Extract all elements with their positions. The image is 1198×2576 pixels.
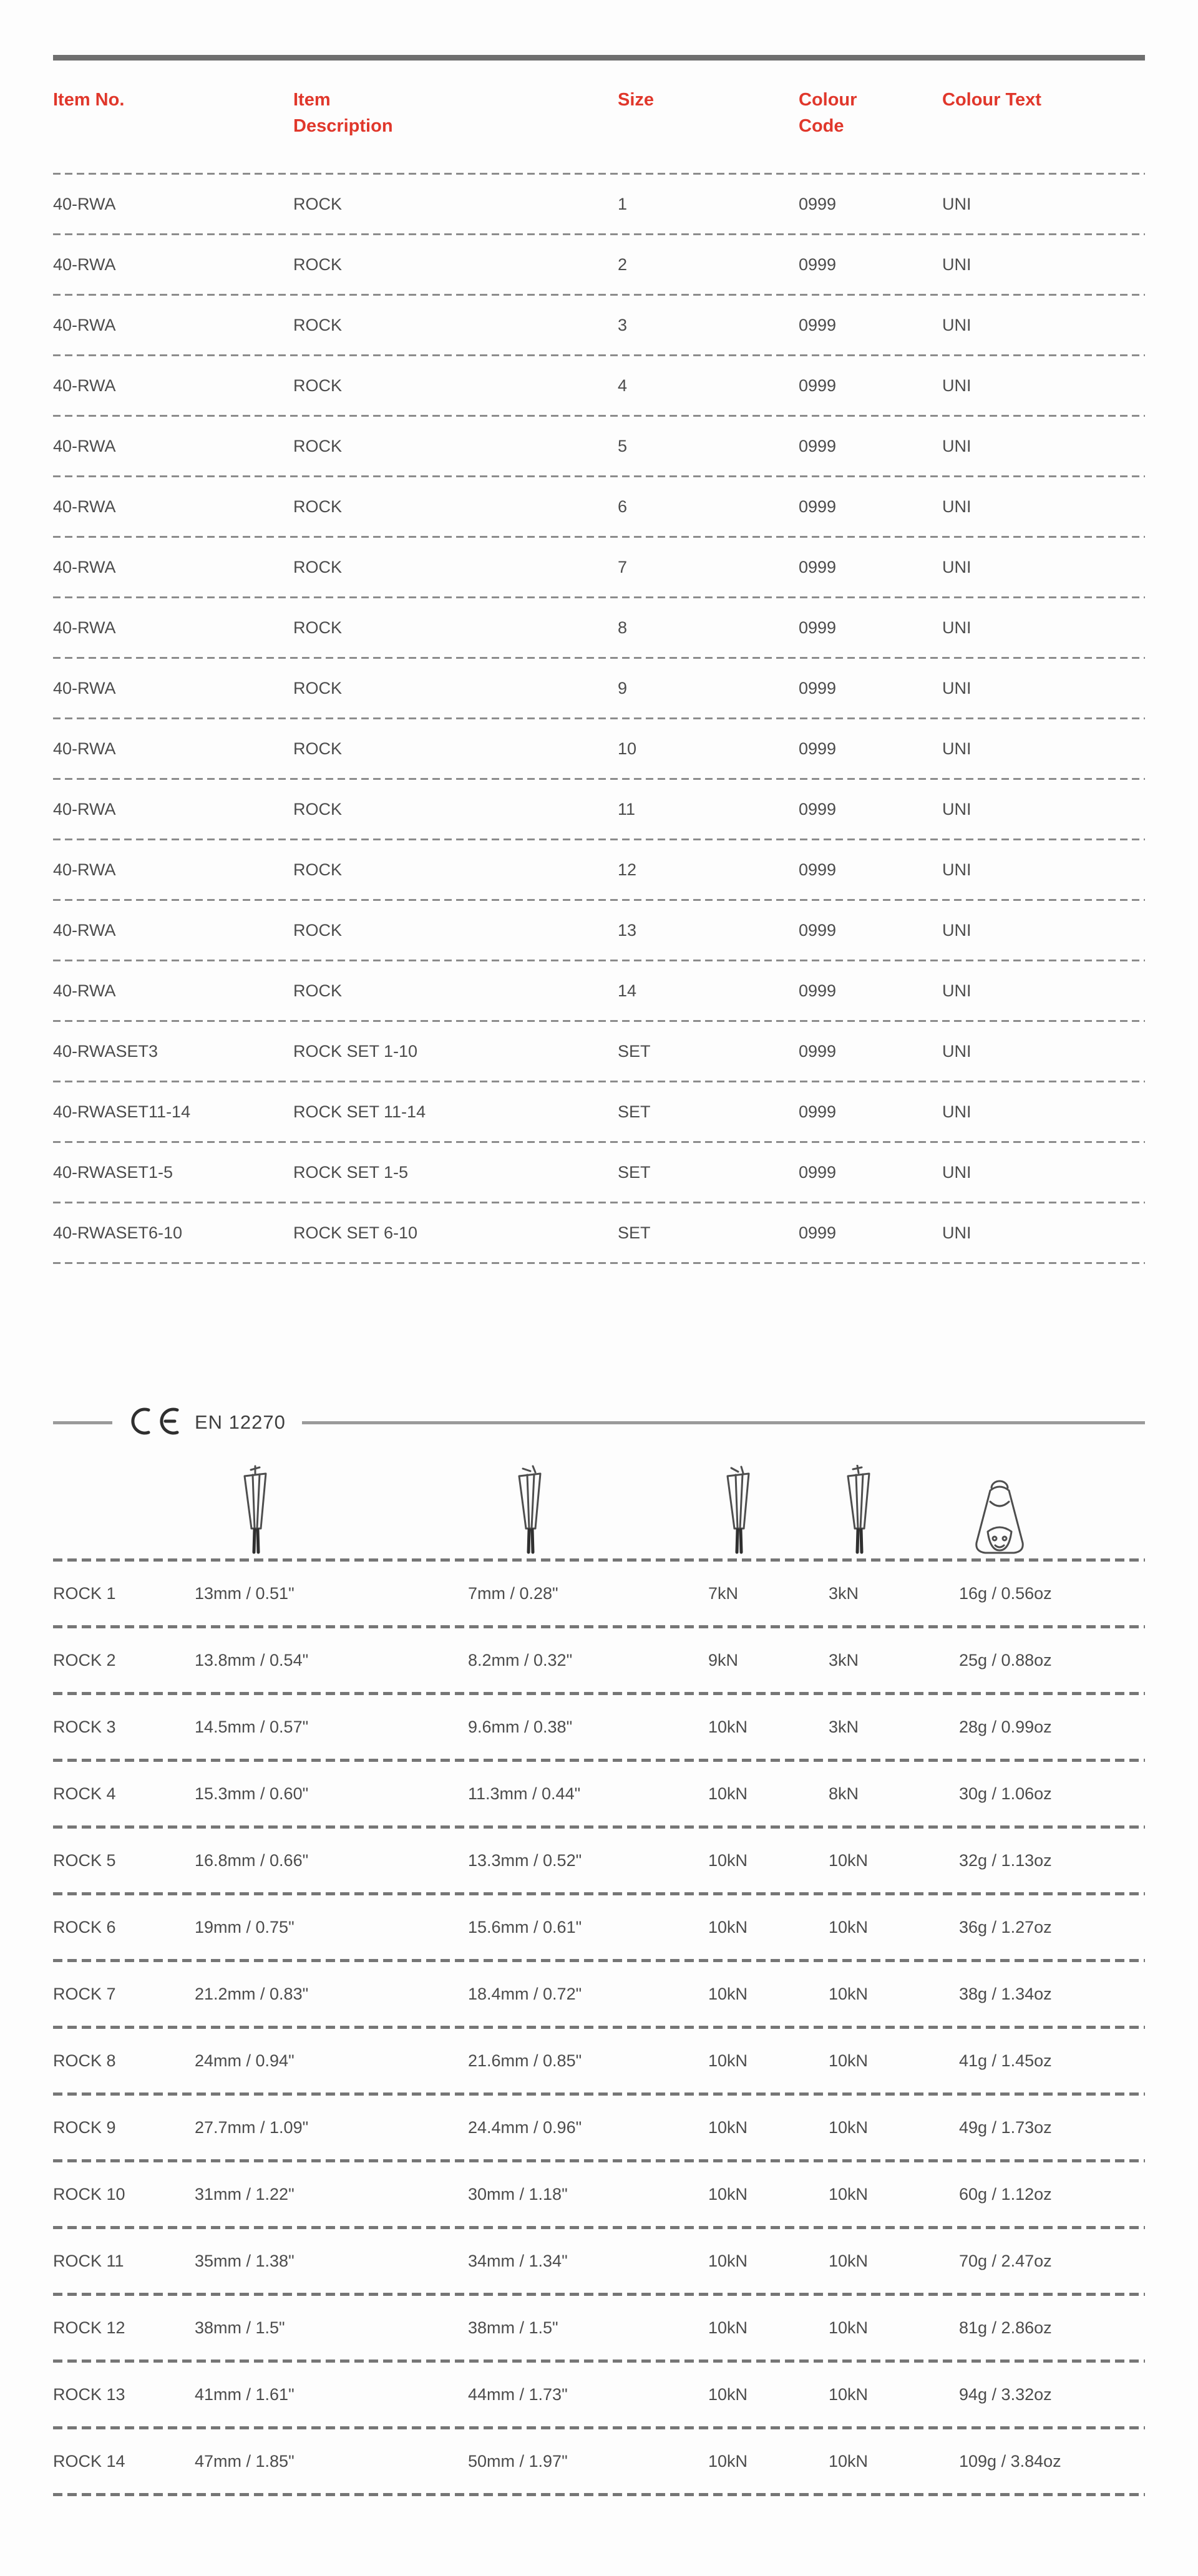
order-table-row <box>53 1082 1145 1141</box>
strength-minor-cell: 8kN <box>829 1784 859 1803</box>
nut-strength-major-icon <box>708 1465 829 1558</box>
order-table-row <box>53 598 1145 657</box>
description-cell: ROCK <box>293 860 343 879</box>
description-cell: ROCK <box>293 557 343 576</box>
item-no-cell: 40-RWA <box>53 739 116 758</box>
order-table-row <box>53 235 1145 294</box>
header-colour-code: Colour Code <box>799 90 857 137</box>
spec-table-row <box>53 2296 1145 2360</box>
strength-major-cell: 10kN <box>708 1984 748 2003</box>
width-top-cell: 41mm / 1.61" <box>195 2384 295 2404</box>
colour-text-cell: UNI <box>942 618 972 637</box>
width-top-cell: 31mm / 1.22" <box>195 2184 295 2204</box>
product-name-cell: ROCK 2 <box>53 1650 116 1670</box>
order-table-row <box>53 780 1145 838</box>
order-table-row <box>53 659 1145 717</box>
size-cell: SET <box>618 1162 651 1182</box>
spec-table-row <box>53 1962 1145 2026</box>
strength-major-cell: 7kN <box>708 1583 739 1603</box>
spec-table-row <box>53 1895 1145 1959</box>
spec-table-row <box>53 1562 1145 1625</box>
colour-code-cell: 0999 <box>799 920 837 940</box>
size-cell: 2 <box>618 255 628 274</box>
header-colour-text: Colour Text <box>942 90 1041 110</box>
width-bottom-cell: 34mm / 1.34" <box>468 2251 568 2270</box>
strength-major-cell: 10kN <box>708 2251 748 2270</box>
spec-table-row <box>53 1628 1145 1692</box>
colour-code-cell: 0999 <box>799 678 837 697</box>
strength-minor-cell: 3kN <box>829 1650 859 1670</box>
description-cell: ROCK SET 1-10 <box>293 1041 418 1061</box>
order-table-row <box>53 901 1145 960</box>
order-table-row <box>53 538 1145 596</box>
description-cell: ROCK <box>293 739 343 758</box>
size-cell: 7 <box>618 557 628 576</box>
weight-cell: 30g / 1.06oz <box>959 1784 1052 1803</box>
weight-cell: 32g / 1.13oz <box>959 1850 1052 1870</box>
colour-code-cell: 0999 <box>799 194 837 213</box>
width-bottom-cell: 9.6mm / 0.38" <box>468 1717 573 1736</box>
strength-minor-cell: 10kN <box>829 1917 869 1937</box>
item-no-cell: 40-RWASET3 <box>53 1041 158 1061</box>
spec-table-row <box>53 2363 1145 2426</box>
banner-rule-right <box>302 1421 1145 1424</box>
size-cell: 8 <box>618 618 628 637</box>
colour-text-cell: UNI <box>942 1041 972 1061</box>
weight-cell: 28g / 0.99oz <box>959 1717 1052 1736</box>
description-cell: ROCK SET 11-14 <box>293 1102 426 1121</box>
product-name-cell: ROCK 13 <box>53 2384 125 2404</box>
row-separator <box>53 2493 1145 2496</box>
colour-code-cell: 0999 <box>799 1102 837 1121</box>
row-separator <box>53 1262 1145 1264</box>
colour-code-cell: 0999 <box>799 436 837 455</box>
strength-major-cell: 10kN <box>708 2184 748 2204</box>
order-table-row <box>53 1022 1145 1081</box>
item-no-cell: 40-RWA <box>53 315 116 334</box>
width-top-cell: 24mm / 0.94" <box>195 2051 295 2070</box>
spec-table-icon-header <box>53 1447 1145 1558</box>
weight-cell: 41g / 1.45oz <box>959 2051 1052 2070</box>
item-no-cell: 40-RWA <box>53 981 116 1000</box>
description-cell: ROCK <box>293 678 343 697</box>
order-table-row <box>53 1203 1145 1262</box>
product-name-cell: ROCK 10 <box>53 2184 125 2204</box>
colour-code-cell: 0999 <box>799 860 837 879</box>
strength-major-cell: 10kN <box>708 1784 748 1803</box>
colour-code-cell: 0999 <box>799 315 837 334</box>
item-no-cell: 40-RWASET6-10 <box>53 1223 183 1242</box>
width-top-cell: 13.8mm / 0.54" <box>195 1650 309 1670</box>
order-table-row <box>53 417 1145 475</box>
description-cell: ROCK <box>293 255 343 274</box>
strength-minor-cell: 3kN <box>829 1717 859 1736</box>
colour-text-cell: UNI <box>942 557 972 576</box>
product-name-cell: ROCK 12 <box>53 2318 125 2337</box>
size-cell: 1 <box>618 194 628 213</box>
order-table-row <box>53 296 1145 354</box>
standard-banner <box>53 1406 1145 1439</box>
spec-table-row <box>53 1762 1145 1825</box>
width-top-cell: 13mm / 0.51" <box>195 1583 295 1603</box>
width-bottom-cell: 7mm / 0.28" <box>468 1583 558 1603</box>
spec-table-row <box>53 1695 1145 1759</box>
order-table-header-row <box>53 61 1145 173</box>
width-top-cell: 19mm / 0.75" <box>195 1917 295 1937</box>
strength-major-cell: 10kN <box>708 1717 748 1736</box>
product-name-cell: ROCK 6 <box>53 1917 116 1937</box>
item-no-cell: 40-RWA <box>53 799 116 819</box>
width-bottom-cell: 15.6mm / 0.61" <box>468 1917 582 1937</box>
width-top-cell: 15.3mm / 0.60" <box>195 1784 309 1803</box>
order-table-row <box>53 961 1145 1020</box>
weight-cell: 94g / 3.32oz <box>959 2384 1052 2404</box>
product-name-cell: ROCK 5 <box>53 1850 116 1870</box>
nut-strength-minor-icon <box>829 1465 959 1558</box>
nut-width-top-icon <box>195 1465 468 1558</box>
product-name-cell: ROCK 14 <box>53 2451 125 2471</box>
item-no-cell: 40-RWA <box>53 497 116 516</box>
header-size: Size <box>618 90 655 110</box>
description-cell: ROCK <box>293 376 343 395</box>
strength-minor-cell: 10kN <box>829 1850 869 1870</box>
weight-cell: 36g / 1.27oz <box>959 1917 1052 1937</box>
colour-code-cell: 0999 <box>799 255 837 274</box>
item-no-cell: 40-RWA <box>53 255 116 274</box>
item-no-cell: 40-RWA <box>53 678 116 697</box>
colour-text-cell: UNI <box>942 920 972 940</box>
width-bottom-cell: 11.3mm / 0.44" <box>468 1784 581 1803</box>
colour-text-cell: UNI <box>942 376 972 395</box>
spec-table-body <box>53 1562 1145 2496</box>
order-table-row <box>53 840 1145 899</box>
colour-text-cell: UNI <box>942 739 972 758</box>
colour-text-cell: UNI <box>942 497 972 516</box>
weight-cell: 70g / 2.47oz <box>959 2251 1052 2270</box>
item-no-cell: 40-RWASET1-5 <box>53 1162 173 1182</box>
strength-minor-cell: 10kN <box>829 2384 869 2404</box>
order-table-row <box>53 175 1145 233</box>
colour-code-cell: 0999 <box>799 1223 837 1242</box>
product-name-cell: ROCK 4 <box>53 1784 116 1803</box>
item-no-cell: 40-RWA <box>53 860 116 879</box>
weight-icon <box>959 1474 1145 1558</box>
size-cell: 14 <box>618 981 637 1000</box>
strength-minor-cell: 10kN <box>829 2251 869 2270</box>
description-cell: ROCK <box>293 799 343 819</box>
description-cell: ROCK <box>293 981 343 1000</box>
table-top-rule <box>53 55 1145 61</box>
product-name-cell: ROCK 11 <box>53 2251 124 2270</box>
width-bottom-cell: 24.4mm / 0.96" <box>468 2117 582 2137</box>
colour-code-cell: 0999 <box>799 1041 837 1061</box>
colour-code-cell: 0999 <box>799 739 837 758</box>
width-bottom-cell: 21.6mm / 0.85" <box>468 2051 582 2070</box>
colour-text-cell: UNI <box>942 1102 972 1121</box>
item-no-cell: 40-RWA <box>53 376 116 395</box>
colour-code-cell: 0999 <box>799 618 837 637</box>
spec-table-row <box>53 2429 1145 2493</box>
colour-text-cell: UNI <box>942 1223 972 1242</box>
weight-cell: 60g / 1.12oz <box>959 2184 1052 2204</box>
product-name-cell: ROCK 8 <box>53 2051 116 2070</box>
order-table-row <box>53 719 1145 778</box>
width-bottom-cell: 18.4mm / 0.72" <box>468 1984 582 2003</box>
width-bottom-cell: 13.3mm / 0.52" <box>468 1850 582 1870</box>
strength-major-cell: 10kN <box>708 1917 748 1937</box>
size-cell: 3 <box>618 315 628 334</box>
spec-table-row <box>53 2029 1145 2092</box>
width-top-cell: 14.5mm / 0.57" <box>195 1717 309 1736</box>
strength-minor-cell: 10kN <box>829 2184 869 2204</box>
description-cell: ROCK <box>293 497 343 516</box>
header-item-description: Item Description <box>293 90 393 137</box>
size-cell: 4 <box>618 376 628 395</box>
banner-rule-left <box>53 1421 112 1424</box>
item-no-cell: 40-RWA <box>53 436 116 455</box>
item-no-cell: 40-RWA <box>53 557 116 576</box>
colour-text-cell: UNI <box>942 860 972 879</box>
description-cell: ROCK <box>293 436 343 455</box>
colour-text-cell: UNI <box>942 255 972 274</box>
strength-major-cell: 10kN <box>708 2384 748 2404</box>
width-top-cell: 47mm / 1.85" <box>195 2451 295 2471</box>
weight-cell: 49g / 1.73oz <box>959 2117 1052 2137</box>
colour-code-cell: 0999 <box>799 376 837 395</box>
strength-major-cell: 10kN <box>708 2318 748 2337</box>
weight-cell: 38g / 1.34oz <box>959 1984 1052 2003</box>
size-cell: 13 <box>618 920 637 940</box>
spec-table-row <box>53 2229 1145 2293</box>
size-cell: SET <box>618 1102 651 1121</box>
strength-major-cell: 10kN <box>708 2051 748 2070</box>
spec-table <box>53 1447 1145 2496</box>
weight-cell: 81g / 2.86oz <box>959 2318 1052 2337</box>
width-bottom-cell: 38mm / 1.5" <box>468 2318 558 2337</box>
width-top-cell: 38mm / 1.5" <box>195 2318 285 2337</box>
colour-text-cell: UNI <box>942 981 972 1000</box>
product-name-cell: ROCK 7 <box>53 1984 116 2003</box>
colour-code-cell: 0999 <box>799 1162 837 1182</box>
strength-minor-cell: 10kN <box>829 1984 869 2003</box>
strength-minor-cell: 10kN <box>829 2318 869 2337</box>
width-top-cell: 35mm / 1.38" <box>195 2251 295 2270</box>
item-no-cell: 40-RWA <box>53 618 116 637</box>
order-table-row <box>53 1143 1145 1202</box>
order-table-row <box>53 477 1145 536</box>
size-cell: SET <box>618 1041 651 1061</box>
colour-text-cell: UNI <box>942 678 972 697</box>
spec-table-row <box>53 2162 1145 2226</box>
colour-text-cell: UNI <box>942 799 972 819</box>
product-name-cell: ROCK 3 <box>53 1717 116 1736</box>
standard-number: EN 12270 <box>195 1411 286 1433</box>
colour-text-cell: UNI <box>942 436 972 455</box>
description-cell: ROCK SET 6-10 <box>293 1223 418 1242</box>
nut-width-bottom-icon <box>468 1465 708 1558</box>
colour-code-cell: 0999 <box>799 497 837 516</box>
order-table <box>53 55 1145 1264</box>
width-top-cell: 27.7mm / 1.09" <box>195 2117 309 2137</box>
item-no-cell: 40-RWA <box>53 920 116 940</box>
weight-cell: 16g / 0.56oz <box>959 1583 1052 1603</box>
width-bottom-cell: 8.2mm / 0.32" <box>468 1650 573 1670</box>
colour-text-cell: UNI <box>942 1162 972 1182</box>
size-cell: 6 <box>618 497 628 516</box>
size-cell: 9 <box>618 678 628 697</box>
order-table-body <box>53 175 1145 1264</box>
spec-table-row <box>53 1829 1145 1892</box>
description-cell: ROCK <box>293 920 343 940</box>
strength-major-cell: 10kN <box>708 2451 748 2471</box>
product-name-cell: ROCK 1 <box>53 1583 116 1603</box>
strength-major-cell: 10kN <box>708 2117 748 2137</box>
strength-minor-cell: 10kN <box>829 2451 869 2471</box>
description-cell: ROCK SET 1-5 <box>293 1162 409 1182</box>
strength-minor-cell: 10kN <box>829 2117 869 2137</box>
colour-text-cell: UNI <box>942 194 972 213</box>
strength-major-cell: 10kN <box>708 1850 748 1870</box>
size-cell: 5 <box>618 436 628 455</box>
header-item-no: Item No. <box>53 90 125 110</box>
ce-mark-icon <box>126 1407 183 1439</box>
strength-minor-cell: 10kN <box>829 2051 869 2070</box>
description-cell: ROCK <box>293 618 343 637</box>
item-no-cell: 40-RWA <box>53 194 116 213</box>
width-bottom-cell: 30mm / 1.18" <box>468 2184 568 2204</box>
size-cell: SET <box>618 1223 651 1242</box>
width-bottom-cell: 50mm / 1.97" <box>468 2451 568 2471</box>
order-table-row <box>53 356 1145 415</box>
strength-major-cell: 9kN <box>708 1650 739 1670</box>
width-top-cell: 21.2mm / 0.83" <box>195 1984 309 2003</box>
colour-code-cell: 0999 <box>799 799 837 819</box>
width-bottom-cell: 44mm / 1.73" <box>468 2384 568 2404</box>
description-cell: ROCK <box>293 194 343 213</box>
colour-text-cell: UNI <box>942 315 972 334</box>
size-cell: 10 <box>618 739 637 758</box>
description-cell: ROCK <box>293 315 343 334</box>
weight-cell: 109g / 3.84oz <box>959 2451 1061 2471</box>
colour-code-cell: 0999 <box>799 981 837 1000</box>
item-no-cell: 40-RWASET11-14 <box>53 1102 191 1121</box>
colour-code-cell: 0999 <box>799 557 837 576</box>
width-top-cell: 16.8mm / 0.66" <box>195 1850 309 1870</box>
strength-minor-cell: 3kN <box>829 1583 859 1603</box>
product-name-cell: ROCK 9 <box>53 2117 116 2137</box>
size-cell: 12 <box>618 860 637 879</box>
weight-cell: 25g / 0.88oz <box>959 1650 1052 1670</box>
spec-table-row <box>53 2096 1145 2159</box>
size-cell: 11 <box>618 799 636 819</box>
